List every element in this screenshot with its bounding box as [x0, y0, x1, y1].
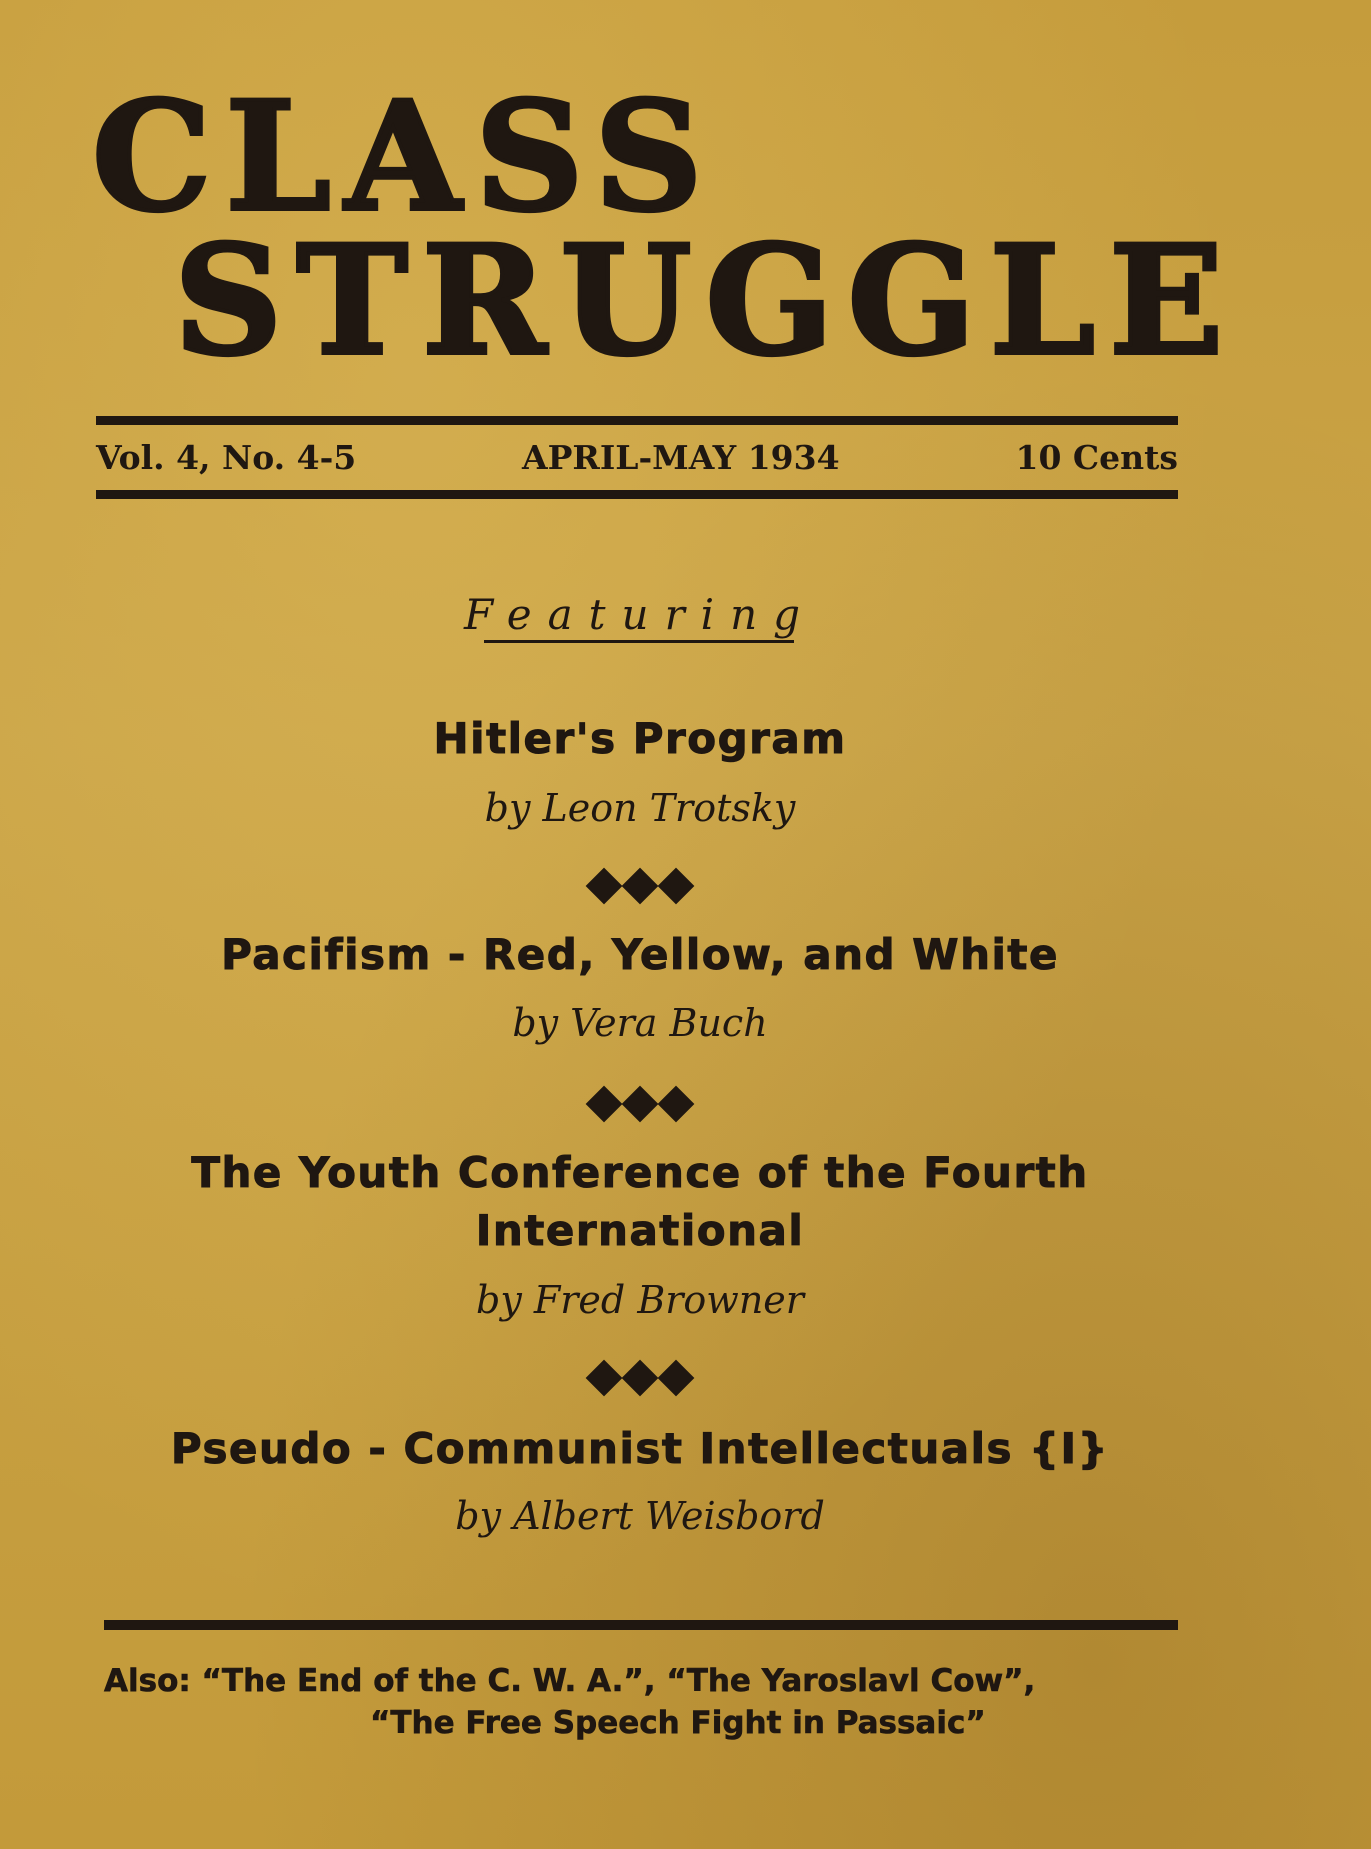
article-title-youth-conference-line-2: International: [475, 1206, 805, 1255]
issue-info-bar: [96, 438, 1178, 482]
diamond-icon: [622, 868, 659, 905]
featuring-heading: Featuring: [463, 590, 817, 639]
diamond-icon: [658, 1360, 695, 1397]
also-line-2: “The Free Speech Fight in Passaic”: [370, 1705, 986, 1741]
issue-price: 10 Cents: [1015, 438, 1178, 477]
bottom-rule: [104, 1620, 1178, 1630]
issue-bar-bottom-rule: [96, 490, 1178, 499]
masthead-title-line-1: CLASS: [92, 69, 717, 245]
article-author-trotsky: by Leon Trotsky: [484, 786, 796, 830]
diamond-icon: [622, 1086, 659, 1123]
article-author-weisbord: by Albert Weisbord: [455, 1494, 825, 1538]
diamond-icon: [622, 1360, 659, 1397]
article-title-hitlers-program: Hitler's Program: [433, 714, 847, 763]
diamond-icon: [586, 1086, 623, 1123]
diamond-icon: [658, 1086, 695, 1123]
article-author-browner: by Fred Browner: [476, 1278, 804, 1322]
article-title-youth-conference-line-1: The Youth Conference of the Fourth: [191, 1148, 1089, 1197]
masthead-title-line-2: STRUGGLE: [174, 213, 1238, 389]
article-title-pacifism: Pacifism - Red, Yellow, and White: [221, 930, 1059, 979]
diamond-icon: [658, 868, 695, 905]
article-title-pseudo-communist: Pseudo - Communist Intellectuals {I}: [170, 1424, 1110, 1473]
diamond-divider: [0, 866, 1280, 906]
also-featured-list: [104, 1660, 1204, 1744]
issue-volume: Vol. 4, No. 4-5: [96, 438, 357, 477]
diamond-divider: [0, 1358, 1280, 1398]
top-rule: [96, 416, 1178, 425]
also-line-1: Also: “The End of the C. W. A.”, “The Yaroslavl Cow”,: [104, 1663, 1036, 1699]
diamond-divider: [0, 1084, 1280, 1124]
issue-date: APRIL-MAY 1934: [522, 438, 840, 477]
featuring-underline: [484, 640, 794, 643]
diamond-icon: [586, 868, 623, 905]
article-author-buch: by Vera Buch: [512, 1001, 768, 1045]
diamond-icon: [586, 1360, 623, 1397]
